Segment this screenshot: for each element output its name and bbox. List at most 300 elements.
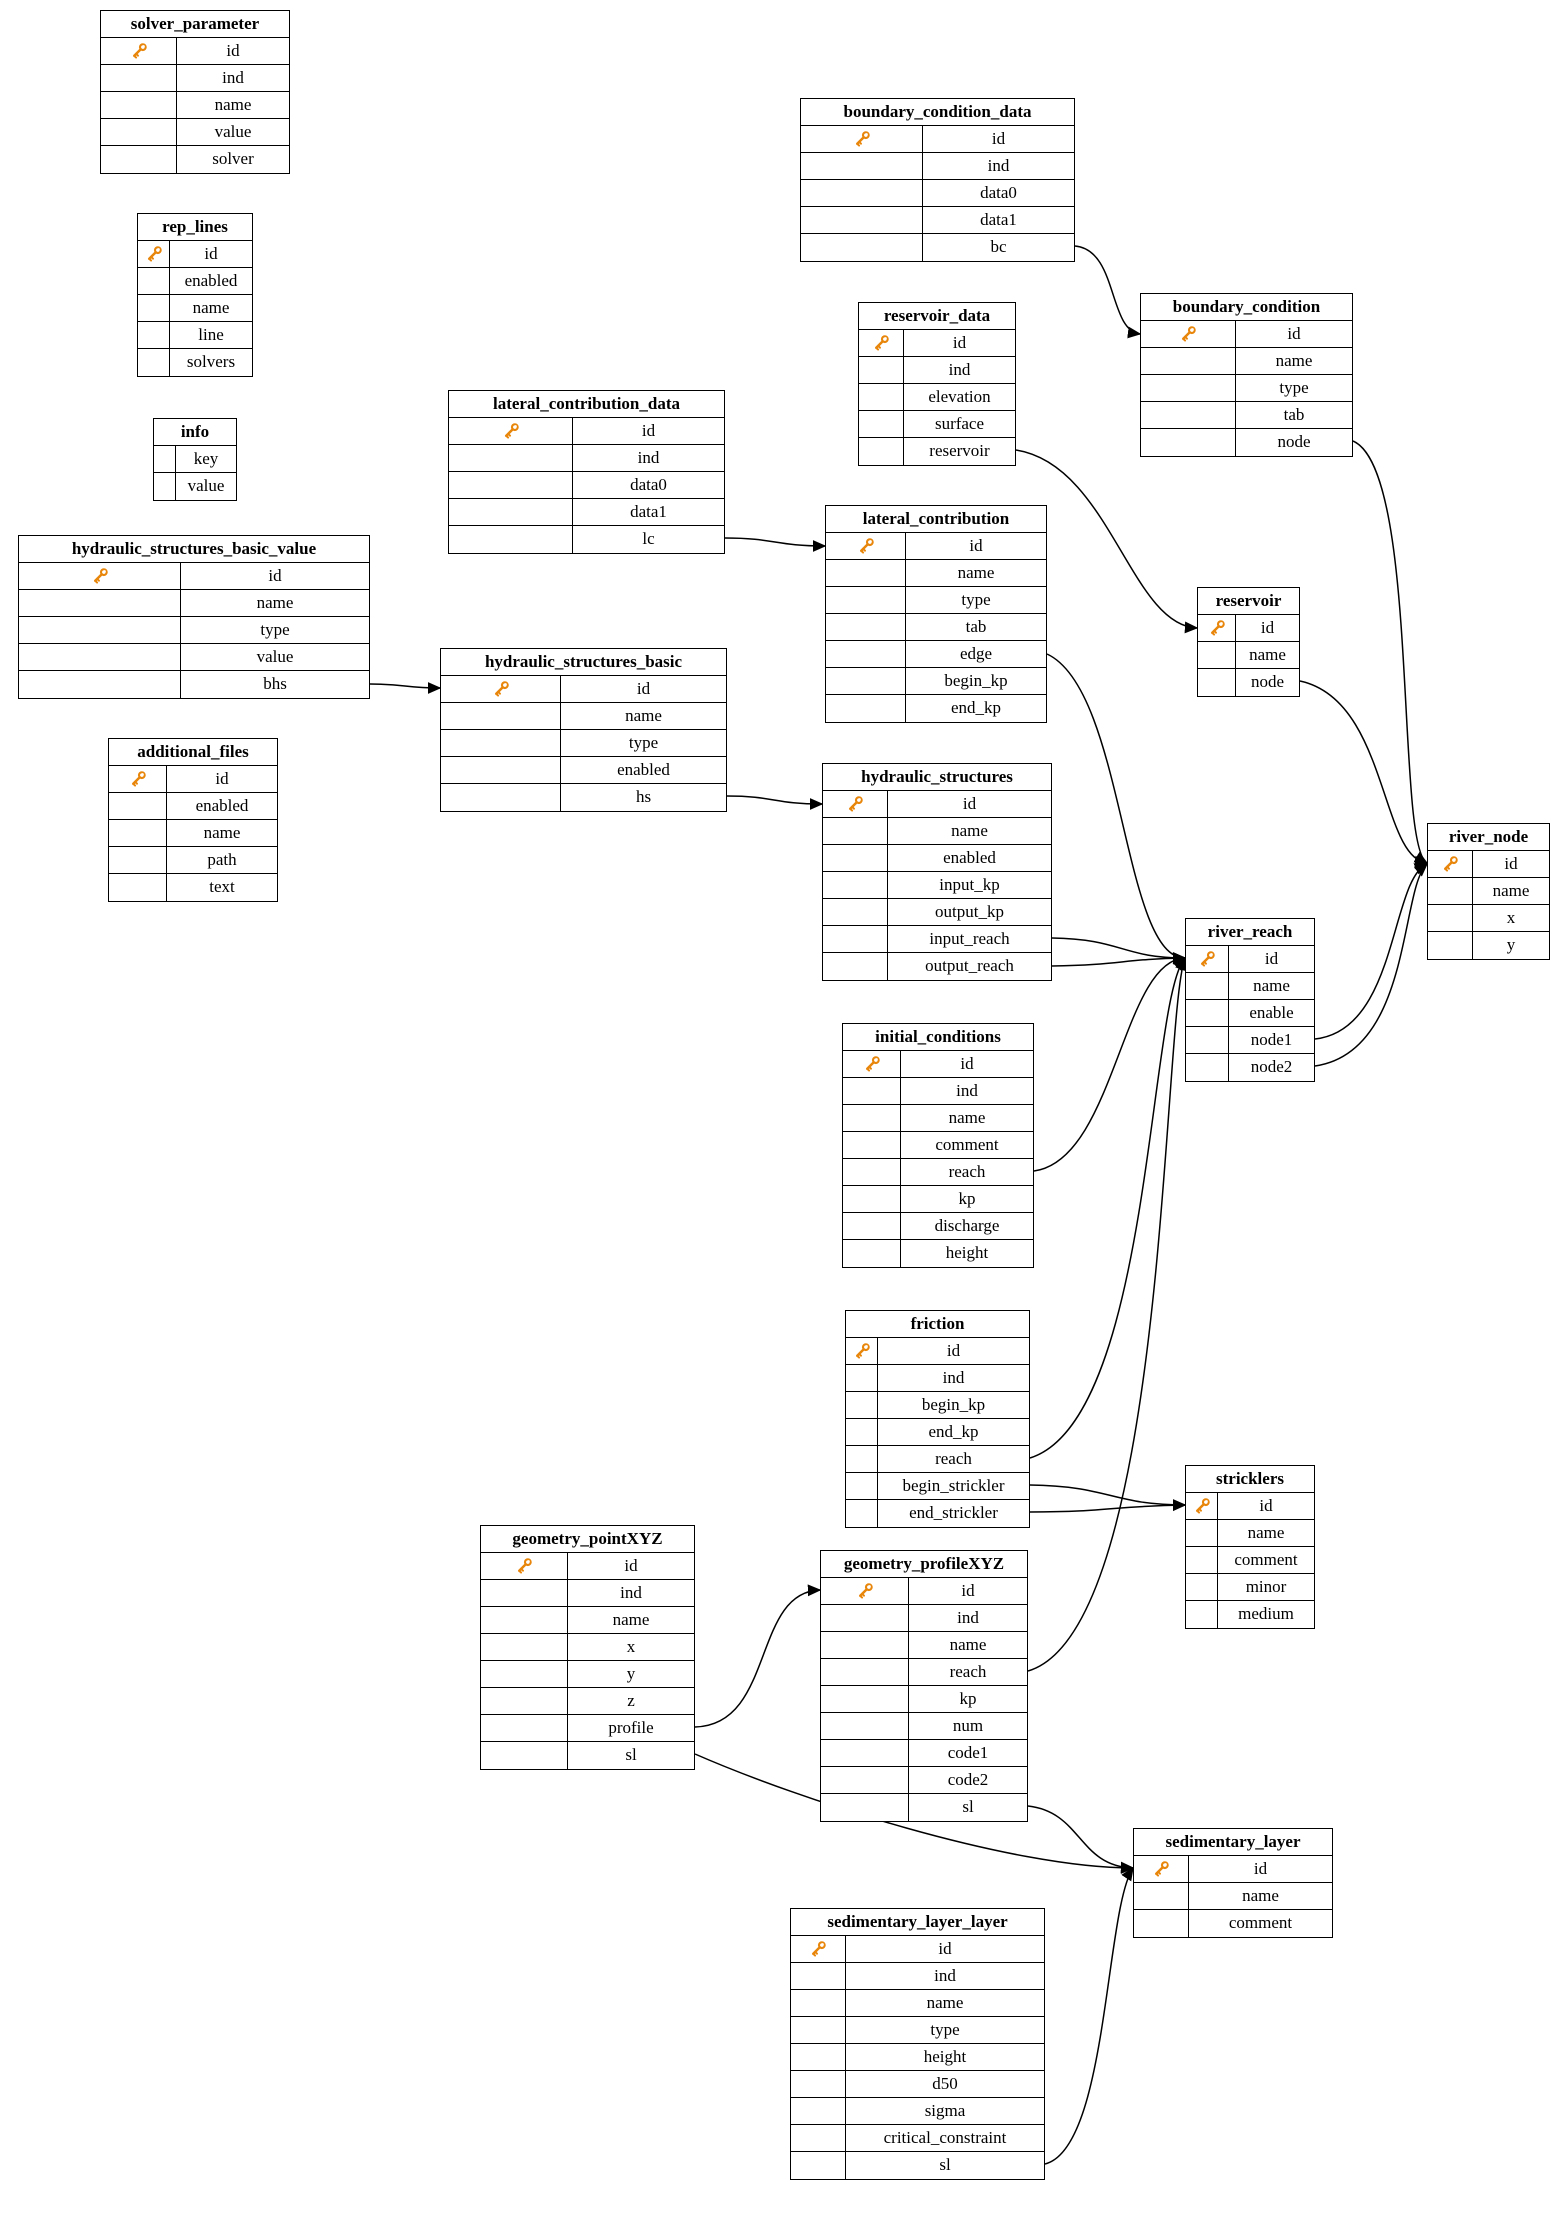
field-name: name xyxy=(256,593,294,612)
key-cell-empty xyxy=(109,793,167,819)
field-row-river_reach-name xyxy=(1186,973,1314,1000)
table-boundary_condition xyxy=(1140,293,1353,457)
field-row-stricklers-minor xyxy=(1186,1574,1314,1601)
key-cell-empty xyxy=(19,590,181,616)
field-name: text xyxy=(209,877,235,896)
relationship-edge-geometry_pointXYZ.profile->geometry_profileXYZ.id xyxy=(695,1590,820,1727)
field-row-geometry_profileXYZ-code2 xyxy=(821,1767,1027,1794)
field-name: line xyxy=(198,325,224,344)
field-row-boundary_condition-type xyxy=(1141,375,1352,402)
table-solver_parameter xyxy=(100,10,290,174)
primary-key-icon xyxy=(852,129,872,149)
key-cell-empty xyxy=(823,872,888,898)
field-name: y xyxy=(1506,935,1516,954)
field-name: edge xyxy=(959,644,993,663)
field-name: type xyxy=(961,590,991,609)
table-title-hydraulic_structures: hydraulic_structures xyxy=(823,764,1051,791)
table-title-sedimentary_layer_layer: sedimentary_layer_layer xyxy=(791,1909,1044,1936)
field-name: sl xyxy=(962,1797,974,1816)
key-cell-empty xyxy=(1141,402,1236,428)
key-cell-empty xyxy=(843,1105,901,1131)
key-cell-empty xyxy=(846,1446,878,1472)
field-row-rep_lines-enabled xyxy=(138,268,252,295)
key-cell-empty xyxy=(843,1159,901,1185)
field-row-rep_lines-solvers xyxy=(138,349,252,376)
key-cell-empty xyxy=(1134,1883,1189,1909)
field-row-initial_conditions-id xyxy=(843,1051,1033,1078)
field-name: id xyxy=(1260,618,1275,637)
field-row-sedimentary_layer_layer-name xyxy=(791,1990,1044,2017)
field-row-geometry_profileXYZ-reach xyxy=(821,1659,1027,1686)
field-row-initial_conditions-kp xyxy=(843,1186,1033,1213)
primary-key-cell xyxy=(801,126,923,152)
field-row-geometry_profileXYZ-kp xyxy=(821,1686,1027,1713)
field-name: id xyxy=(1264,949,1279,968)
table-title-reservoir_data: reservoir_data xyxy=(859,303,1015,330)
field-name: enabled xyxy=(195,796,249,815)
key-cell-empty xyxy=(826,641,906,667)
key-cell-empty xyxy=(821,1740,909,1766)
field-name: type xyxy=(628,733,659,752)
field-row-rep_lines-line xyxy=(138,322,252,349)
field-row-initial_conditions-name xyxy=(843,1105,1033,1132)
table-title-lateral_contribution_data: lateral_contribution_data xyxy=(449,391,724,418)
field-name: data1 xyxy=(980,210,1017,229)
table-title-stricklers: stricklers xyxy=(1186,1466,1314,1493)
field-row-initial_conditions-reach xyxy=(843,1159,1033,1186)
field-row-boundary_condition-id xyxy=(1141,321,1352,348)
field-row-lateral_contribution-edge xyxy=(826,641,1046,668)
field-row-lateral_contribution_data-ind xyxy=(449,445,724,472)
field-row-reservoir_data-surface xyxy=(859,411,1015,438)
field-name: name xyxy=(1249,645,1286,664)
field-name: ind xyxy=(637,448,660,467)
field-row-river_node-id xyxy=(1428,851,1549,878)
table-title-solver_parameter: solver_parameter xyxy=(101,11,289,38)
table-title-additional_files: additional_files xyxy=(109,739,277,766)
key-cell-empty xyxy=(843,1240,901,1267)
field-row-solver_parameter-solver xyxy=(101,146,289,173)
field-row-geometry_pointXYZ-id xyxy=(481,1553,694,1580)
field-name: end_kp xyxy=(928,1422,979,1441)
field-row-sedimentary_layer_layer-d50 xyxy=(791,2071,1044,2098)
key-cell-empty xyxy=(821,1686,909,1712)
key-cell-empty xyxy=(1186,1027,1229,1053)
field-name: code2 xyxy=(947,1770,989,1789)
key-cell-empty xyxy=(101,146,177,173)
key-cell-empty xyxy=(826,614,906,640)
relationship-edge-boundary_condition_data.bc->boundary_condition.id xyxy=(1075,246,1140,334)
field-name: input_kp xyxy=(939,875,1000,894)
field-name: sl xyxy=(625,1745,637,1764)
field-name: comment xyxy=(1228,1913,1293,1932)
field-name: type xyxy=(1279,378,1309,397)
field-name: type xyxy=(260,620,290,639)
field-name: name xyxy=(949,1635,987,1654)
relationship-edge-sedimentary_layer_layer.sl->sedimentary_layer.id xyxy=(1045,1868,1133,2164)
field-name: name xyxy=(625,706,662,725)
field-name: id xyxy=(962,794,977,813)
table-title-lateral_contribution: lateral_contribution xyxy=(826,506,1046,533)
primary-key-cell xyxy=(138,241,170,267)
field-name: value xyxy=(187,476,225,495)
key-cell-empty xyxy=(823,953,888,980)
field-row-reservoir_data-id xyxy=(859,330,1015,357)
primary-key-cell xyxy=(823,791,888,817)
primary-key-icon xyxy=(852,1341,872,1361)
field-row-geometry_pointXYZ-z xyxy=(481,1688,694,1715)
primary-key-icon xyxy=(1192,1496,1212,1516)
field-row-stricklers-name xyxy=(1186,1520,1314,1547)
field-row-boundary_condition-node xyxy=(1141,429,1352,456)
field-name: name xyxy=(1247,1523,1285,1542)
table-rep_lines xyxy=(137,213,253,377)
field-row-reservoir-node xyxy=(1198,669,1299,696)
field-name: begin_kp xyxy=(944,671,1008,690)
field-name: id xyxy=(641,421,656,440)
field-row-geometry_pointXYZ-profile xyxy=(481,1715,694,1742)
field-name: id xyxy=(952,333,967,352)
table-title-info: info xyxy=(154,419,236,446)
field-row-lateral_contribution-type xyxy=(826,587,1046,614)
field-row-solver_parameter-name xyxy=(101,92,289,119)
field-row-friction-reach xyxy=(846,1446,1029,1473)
field-name: x xyxy=(1506,908,1516,927)
field-row-stricklers-id xyxy=(1186,1493,1314,1520)
field-name: ind xyxy=(956,1081,978,1100)
field-name: name xyxy=(951,821,988,840)
key-cell-empty xyxy=(823,899,888,925)
field-name: comment xyxy=(935,1135,999,1154)
field-row-sedimentary_layer_layer-type xyxy=(791,2017,1044,2044)
field-name: hs xyxy=(635,787,652,806)
table-title-initial_conditions: initial_conditions xyxy=(843,1024,1033,1051)
key-cell-empty xyxy=(821,1767,909,1793)
key-cell-empty xyxy=(1186,1601,1218,1628)
field-name: z xyxy=(627,1691,635,1710)
key-cell-empty xyxy=(1186,973,1229,999)
field-row-sedimentary_layer_layer-sigma xyxy=(791,2098,1044,2125)
key-cell-empty xyxy=(843,1186,901,1212)
field-name: node xyxy=(1250,672,1285,691)
primary-key-icon xyxy=(808,1939,828,1959)
field-name: data0 xyxy=(980,183,1017,202)
key-cell-empty xyxy=(821,1659,909,1685)
field-name: enabled xyxy=(617,760,670,779)
field-name: ind xyxy=(620,1583,642,1602)
field-name: begin_strickler xyxy=(902,1476,1005,1495)
primary-key-cell xyxy=(449,418,573,444)
field-name: reach xyxy=(948,1162,986,1181)
table-title-boundary_condition: boundary_condition xyxy=(1141,294,1352,321)
primary-key-icon xyxy=(1207,618,1227,638)
field-name: ind xyxy=(987,156,1010,175)
field-row-river_node-x xyxy=(1428,905,1549,932)
field-name: name xyxy=(926,1993,964,2012)
field-name: id xyxy=(1504,854,1518,873)
key-cell-empty xyxy=(846,1419,878,1445)
key-cell-empty xyxy=(138,268,170,294)
primary-key-cell xyxy=(1198,615,1236,641)
field-row-geometry_pointXYZ-sl xyxy=(481,1742,694,1769)
field-row-geometry_profileXYZ-code1 xyxy=(821,1740,1027,1767)
key-cell-empty xyxy=(826,587,906,613)
primary-key-icon xyxy=(862,1054,882,1074)
field-name: data1 xyxy=(630,502,667,521)
primary-key-icon xyxy=(1151,1859,1171,1879)
field-name: name xyxy=(1492,881,1530,900)
primary-key-cell xyxy=(481,1553,568,1579)
field-name: input_reach xyxy=(929,929,1010,948)
field-row-lateral_contribution_data-data1 xyxy=(449,499,724,526)
field-name: kp xyxy=(958,1189,976,1208)
field-row-reservoir-name xyxy=(1198,642,1299,669)
field-row-river_node-y xyxy=(1428,932,1549,959)
field-row-hydraulic_structures_basic-name xyxy=(441,703,726,730)
field-row-additional_files-text xyxy=(109,874,277,901)
key-cell-empty xyxy=(826,668,906,694)
table-title-geometry_pointXYZ: geometry_pointXYZ xyxy=(481,1526,694,1553)
primary-key-cell xyxy=(1186,946,1229,972)
relationship-edge-river_reach.node2->river_node.id xyxy=(1315,864,1427,1066)
field-row-hydraulic_structures_basic-type xyxy=(441,730,726,757)
field-row-geometry_pointXYZ-ind xyxy=(481,1580,694,1607)
field-name: name xyxy=(1253,976,1290,995)
field-row-geometry_profileXYZ-sl xyxy=(821,1794,1027,1821)
field-row-river_reach-node2 xyxy=(1186,1054,1314,1081)
field-name: id xyxy=(969,536,983,555)
table-geometry_pointXYZ xyxy=(480,1525,695,1770)
field-name: output_kp xyxy=(935,902,1004,921)
field-row-rep_lines-id xyxy=(138,241,252,268)
key-cell-empty xyxy=(101,119,177,145)
field-name: type xyxy=(930,2020,960,2039)
field-row-lateral_contribution_data-id xyxy=(449,418,724,445)
key-cell-empty xyxy=(154,446,176,472)
key-cell-empty xyxy=(154,473,176,500)
key-cell-empty xyxy=(1186,1054,1229,1081)
field-name: height xyxy=(923,2047,967,2066)
field-name: id xyxy=(204,244,218,263)
field-name: solvers xyxy=(186,352,236,371)
field-name: id xyxy=(991,129,1006,148)
field-name: enabled xyxy=(184,271,238,290)
key-cell-empty xyxy=(826,695,906,722)
key-cell-empty xyxy=(481,1580,568,1606)
field-name: id xyxy=(624,1556,638,1575)
field-row-lateral_contribution-name xyxy=(826,560,1046,587)
key-cell-empty xyxy=(791,2017,846,2043)
field-name: name xyxy=(192,298,230,317)
key-cell-empty xyxy=(481,1715,568,1741)
key-cell-empty xyxy=(791,2071,846,2097)
field-row-geometry_profileXYZ-name xyxy=(821,1632,1027,1659)
key-cell-empty xyxy=(441,784,561,811)
key-cell-empty xyxy=(1141,348,1236,374)
primary-key-cell xyxy=(826,533,906,559)
relationship-edge-river_reach.node1->river_node.id xyxy=(1315,864,1427,1039)
field-name: end_kp xyxy=(950,698,1002,717)
table-hydraulic_structures_basic_value xyxy=(18,535,370,699)
field-row-geometry_pointXYZ-y xyxy=(481,1661,694,1688)
field-row-sedimentary_layer_layer-sl xyxy=(791,2152,1044,2179)
field-row-geometry_pointXYZ-x xyxy=(481,1634,694,1661)
field-row-sedimentary_layer_layer-critical_constraint xyxy=(791,2125,1044,2152)
relationship-edge-lateral_contribution_data.lc->lateral_contribution.id xyxy=(725,538,825,546)
key-cell-empty xyxy=(791,2044,846,2070)
field-name: reach xyxy=(949,1662,987,1681)
field-row-sedimentary_layer_layer-height xyxy=(791,2044,1044,2071)
relationship-edge-geometry_profileXYZ.reach->river_reach.id xyxy=(1028,958,1185,1671)
table-hydraulic_structures xyxy=(822,763,1052,981)
primary-key-cell xyxy=(843,1051,901,1077)
field-name: id xyxy=(268,566,282,585)
table-geometry_profileXYZ xyxy=(820,1550,1028,1822)
field-row-boundary_condition_data-ind xyxy=(801,153,1074,180)
key-cell-empty xyxy=(101,92,177,118)
key-cell-empty xyxy=(821,1632,909,1658)
primary-key-cell xyxy=(859,330,904,356)
key-cell-empty xyxy=(1428,905,1473,931)
field-row-boundary_condition_data-id xyxy=(801,126,1074,153)
key-cell-empty xyxy=(791,2098,846,2124)
key-cell-empty xyxy=(821,1605,909,1631)
field-row-reservoir-id xyxy=(1198,615,1299,642)
field-row-hydraulic_structures-output_kp xyxy=(823,899,1051,926)
key-cell-empty xyxy=(481,1742,568,1769)
field-name: height xyxy=(945,1243,989,1262)
field-row-lateral_contribution_data-data0 xyxy=(449,472,724,499)
field-row-hydraulic_structures-output_reach xyxy=(823,953,1051,980)
field-name: solver xyxy=(212,149,254,168)
field-row-hydraulic_structures_basic_value-type xyxy=(19,617,369,644)
key-cell-empty xyxy=(138,295,170,321)
key-cell-empty xyxy=(441,730,561,756)
key-cell-empty xyxy=(843,1213,901,1239)
field-name: sigma xyxy=(924,2101,966,2120)
primary-key-icon xyxy=(1197,949,1217,969)
field-row-reservoir_data-ind xyxy=(859,357,1015,384)
field-name: path xyxy=(207,850,237,869)
field-name: ind xyxy=(942,1368,965,1387)
field-name: ind xyxy=(934,1966,956,1985)
field-row-sedimentary_layer_layer-ind xyxy=(791,1963,1044,1990)
relationship-edge-lateral_contribution.edge->river_reach.id xyxy=(1047,654,1185,958)
field-row-sedimentary_layer-name xyxy=(1134,1883,1332,1910)
field-name: surface xyxy=(934,414,985,433)
key-cell-empty xyxy=(441,757,561,783)
field-row-initial_conditions-ind xyxy=(843,1078,1033,1105)
field-row-geometry_profileXYZ-num xyxy=(821,1713,1027,1740)
field-name: kp xyxy=(959,1689,977,1708)
key-cell-empty xyxy=(823,926,888,952)
table-friction xyxy=(845,1310,1030,1528)
key-cell-empty xyxy=(449,445,573,471)
key-cell-empty xyxy=(791,2125,846,2151)
field-name: name xyxy=(612,1610,650,1629)
key-cell-empty xyxy=(846,1392,878,1418)
key-cell-empty xyxy=(449,472,573,498)
field-row-hydraulic_structures_basic-enabled xyxy=(441,757,726,784)
key-cell-empty xyxy=(109,874,167,901)
key-cell-empty xyxy=(846,1365,878,1391)
field-name: node1 xyxy=(1250,1030,1293,1049)
primary-key-cell xyxy=(1134,1856,1189,1882)
field-row-lateral_contribution_data-lc xyxy=(449,526,724,553)
relationship-edge-hydraulic_structures_basic.hs->hydraulic_structures.id xyxy=(727,796,822,804)
key-cell-empty xyxy=(821,1794,909,1821)
field-name: tab xyxy=(965,617,987,636)
table-sedimentary_layer xyxy=(1133,1828,1333,1938)
field-row-solver_parameter-value xyxy=(101,119,289,146)
key-cell-empty xyxy=(823,818,888,844)
table-title-reservoir: reservoir xyxy=(1198,588,1299,615)
key-cell-empty xyxy=(481,1688,568,1714)
table-title-sedimentary_layer: sedimentary_layer xyxy=(1134,1829,1332,1856)
field-row-additional_files-id xyxy=(109,766,277,793)
field-name: enable xyxy=(1249,1003,1294,1022)
relationship-edge-friction.end_strickler->stricklers.id xyxy=(1030,1505,1185,1512)
field-row-additional_files-path xyxy=(109,847,277,874)
field-row-stricklers-comment xyxy=(1186,1547,1314,1574)
primary-key-icon xyxy=(90,566,110,586)
field-name: name xyxy=(957,563,995,582)
field-row-hydraulic_structures_basic-hs xyxy=(441,784,726,811)
field-name: x xyxy=(626,1637,636,1656)
primary-key-cell xyxy=(109,766,167,792)
field-row-additional_files-name xyxy=(109,820,277,847)
key-cell-empty xyxy=(1141,429,1236,456)
field-row-boundary_condition-tab xyxy=(1141,402,1352,429)
table-lateral_contribution xyxy=(825,505,1047,723)
key-cell-empty xyxy=(801,234,923,261)
table-river_node xyxy=(1427,823,1550,960)
key-cell-empty xyxy=(1186,1520,1218,1546)
field-row-boundary_condition_data-data0 xyxy=(801,180,1074,207)
field-row-hydraulic_structures-id xyxy=(823,791,1051,818)
field-row-solver_parameter-ind xyxy=(101,65,289,92)
field-row-hydraulic_structures_basic_value-id xyxy=(19,563,369,590)
key-cell-empty xyxy=(846,1473,878,1499)
field-name: ind xyxy=(222,68,244,87)
key-cell-empty xyxy=(1186,1574,1218,1600)
primary-key-cell xyxy=(441,676,561,702)
field-row-reservoir_data-reservoir xyxy=(859,438,1015,465)
field-row-friction-end_strickler xyxy=(846,1500,1029,1527)
primary-key-cell xyxy=(821,1578,909,1604)
field-name: id xyxy=(215,769,229,788)
field-name: y xyxy=(626,1664,636,1683)
field-row-river_reach-node1 xyxy=(1186,1027,1314,1054)
relationship-edge-initial_conditions.reach->river_reach.id xyxy=(1034,958,1185,1171)
key-cell-empty xyxy=(1186,1547,1218,1573)
field-row-info-value xyxy=(154,473,236,500)
table-title-rep_lines: rep_lines xyxy=(138,214,252,241)
field-row-hydraulic_structures_basic-id xyxy=(441,676,726,703)
key-cell-empty xyxy=(859,438,904,465)
key-cell-empty xyxy=(109,847,167,873)
field-name: bhs xyxy=(263,674,287,693)
field-row-rep_lines-name xyxy=(138,295,252,322)
field-name: enabled xyxy=(943,848,996,867)
relationship-edge-reservoir.node->river_node.id xyxy=(1300,681,1427,863)
field-name: data0 xyxy=(630,475,667,494)
field-row-lateral_contribution-tab xyxy=(826,614,1046,641)
table-sedimentary_layer_layer xyxy=(790,1908,1045,2180)
field-name: name xyxy=(1275,351,1313,370)
key-cell-empty xyxy=(19,617,181,643)
primary-key-icon xyxy=(1440,854,1460,874)
